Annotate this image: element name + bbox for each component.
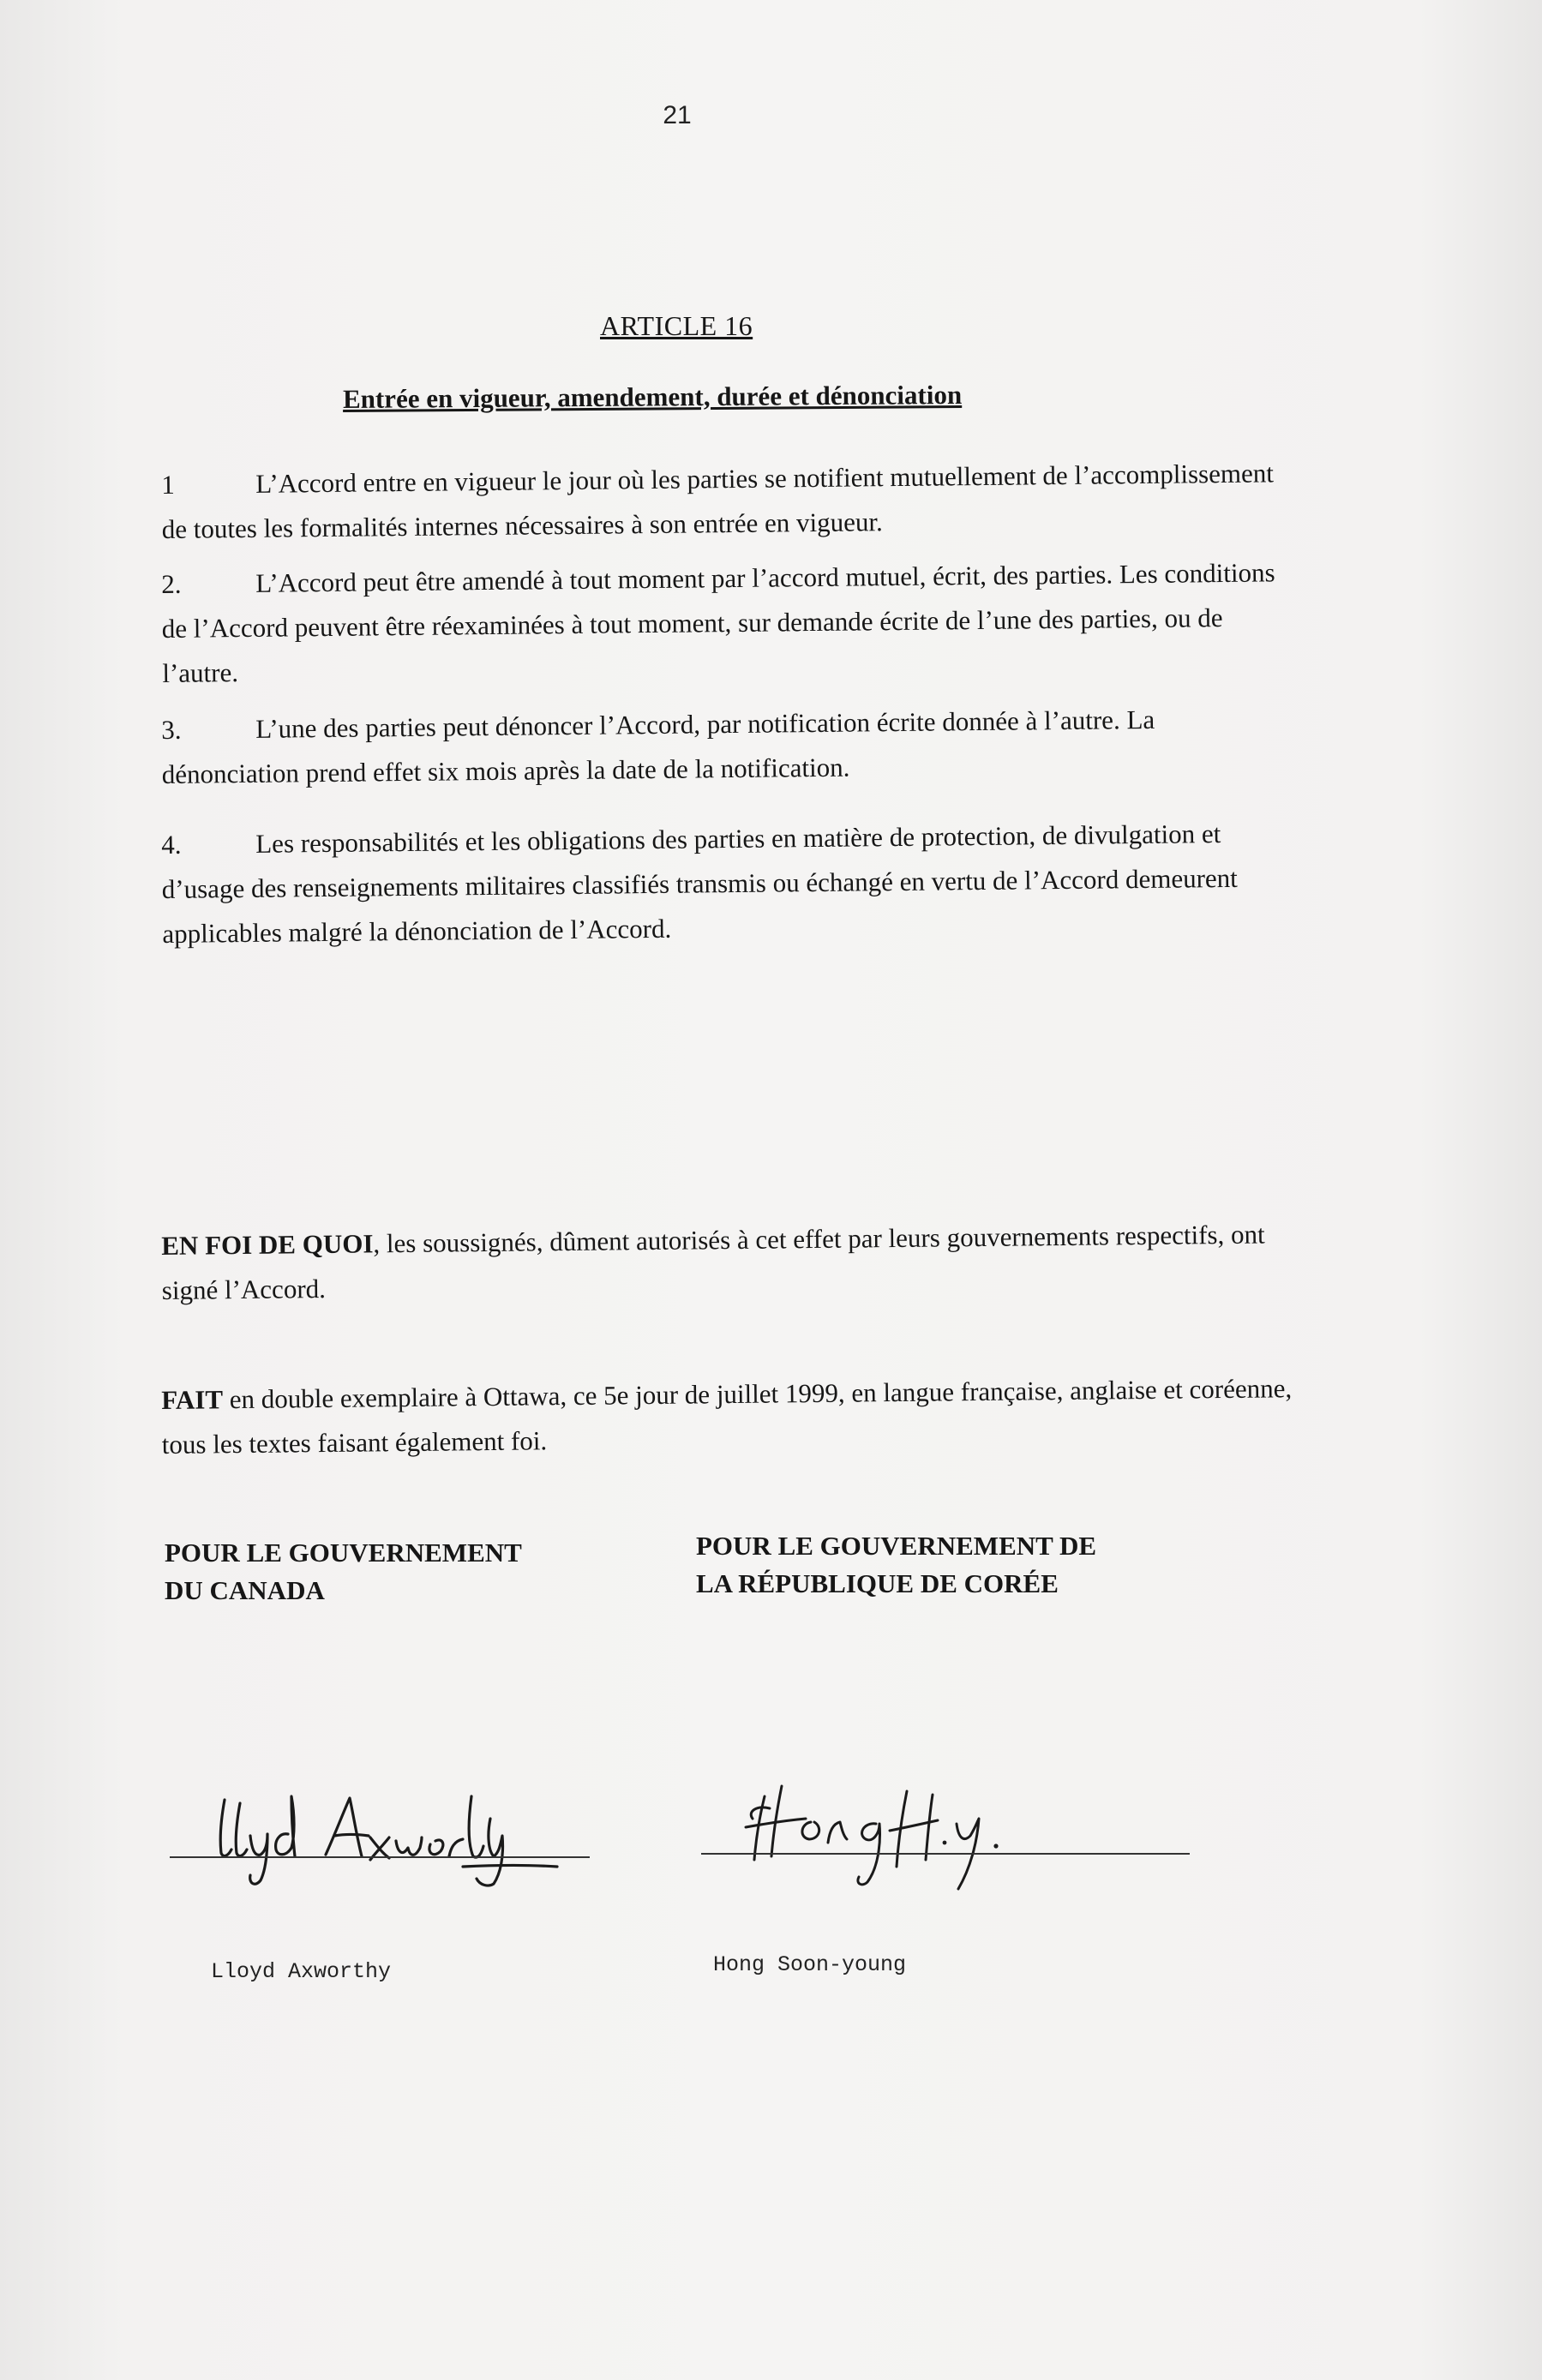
signatory-heading-canada — [165, 1534, 522, 1610]
paragraph-3 — [161, 696, 1276, 797]
signer-name-korea: Hong Soon-young — [713, 1952, 907, 1977]
heading-line: POUR LE GOUVERNEMENT — [165, 1538, 522, 1568]
paragraph-number: 2. — [161, 568, 182, 599]
done-lead: FAIT — [161, 1384, 224, 1415]
heading-line: LA RÉPUBLIQUE DE CORÉE — [696, 1568, 1059, 1598]
witness-clause — [161, 1212, 1276, 1313]
paragraph-4 — [161, 811, 1277, 956]
heading-line: DU CANADA — [165, 1575, 325, 1605]
witness-text: , les soussignés, dûment autorisés à cet effet par leurs gouvernements respectifs, ont signé l’Accord. — [161, 1219, 1265, 1305]
article-subtitle: Entrée en vigueur, amendement, durée et dénonciation — [342, 379, 963, 414]
article-title: ARTICLE 16 — [600, 310, 753, 341]
paragraph-text: L’Accord peut être amendé à tout moment par l’accord mutuel, écrit, des parties. Les conditions de l’Accord peuvent être réexaminées à tout moment, sur demande écrite de l’une des parties, ou de l’autre. — [161, 557, 1275, 688]
heading-line: POUR LE GOUVERNEMENT DE — [696, 1531, 1097, 1561]
witness-lead: EN FOI DE QUOI — [161, 1228, 374, 1261]
paragraph-text: L’Accord entre en vigueur le jour où les parties se notifient mutuellement de l’accomplissement de toutes les formalités internes nécessaires à son entrée en vigueur. — [161, 458, 1275, 544]
paragraph-text: Les responsabilités et les obligations des parties en matière de protection, de divulgation et d’usage des renseignements militaires classifiés transmis ou échangé en vertu de l’Accord demeurent applicables malgré la dénonciation de l’Accord. — [161, 818, 1238, 949]
signature-axworthy — [206, 1784, 583, 1896]
signature-hong — [739, 1774, 1065, 1903]
paragraph-text: L’une des parties peut dénoncer l’Accord, par notification écrite donnée à l’autre. La dénonciation prend effet six mois après la date de la notification. — [161, 704, 1155, 789]
paragraph-1 — [161, 451, 1276, 552]
page-number: 21 — [663, 101, 692, 129]
done-clause — [161, 1366, 1293, 1467]
signatory-heading-korea — [696, 1527, 1096, 1603]
done-text: en double exemplaire à Ottawa, ce 5e jour de juillet 1999, en langue française, anglaise et coréenne, tous les textes faisant également foi. — [161, 1373, 1293, 1460]
paragraph-number: 1 — [161, 469, 175, 500]
paragraph-2 — [161, 550, 1277, 696]
paragraph-number: 4. — [161, 829, 182, 860]
paragraph-number: 3. — [161, 714, 182, 745]
signature-line — [170, 1856, 590, 1858]
signer-name-canada: Lloyd Axworthy — [211, 1959, 392, 1984]
signature-line — [701, 1853, 1190, 1855]
